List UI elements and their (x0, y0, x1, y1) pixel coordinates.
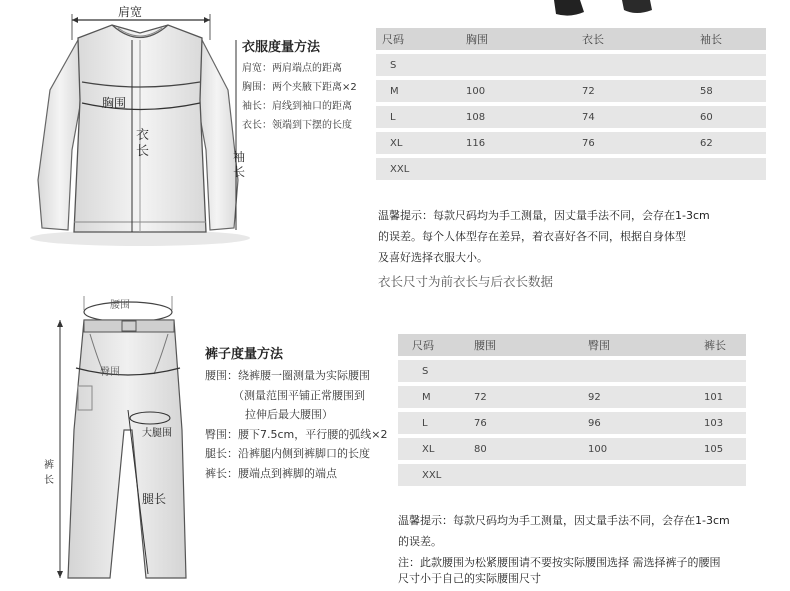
note-line: 温馨提示：每款尺码均为手工测量，因丈量手法不同，会存在1-3cm (398, 514, 730, 527)
sleeve-cell (700, 158, 766, 180)
chest-cell: 116 (466, 132, 582, 154)
shoe-image (540, 0, 680, 18)
length-cell: 103 (704, 412, 746, 434)
size-cell: M (376, 80, 466, 102)
waist-cell: 76 (474, 412, 588, 434)
size-cell: S (398, 360, 474, 382)
size-cell: XL (398, 438, 474, 460)
pants-method-line: 腿长：沿裤腿内侧到裤脚口的长度 (205, 447, 370, 460)
size-cell: XXL (376, 158, 466, 180)
pants-drawing (38, 290, 203, 590)
thigh-label: 大腿围 (142, 428, 172, 439)
header-cell: 袖长 (700, 28, 766, 50)
table-row (398, 360, 746, 382)
jacket-length-note: 衣长尺寸为前衣长与后衣长数据 (378, 274, 554, 289)
size-cell: L (376, 106, 466, 128)
table-header-row (398, 334, 746, 356)
inseam-label: 腿长 (142, 492, 167, 506)
sleeve-label: 袖长 (233, 150, 246, 179)
size-cell: XL (376, 132, 466, 154)
pants-method-title: 裤子度量方法 (205, 347, 284, 362)
note-line: 尺寸小于自己的实际腰围尺寸 (398, 572, 541, 585)
shoe-drawing (540, 0, 680, 18)
jacket-method-line: 袖长：肩线到袖口的距离 (242, 101, 352, 112)
sleeve-cell: 58 (700, 80, 766, 102)
size-cell: XXL (398, 464, 474, 486)
hip-cell (588, 360, 704, 382)
table-row (376, 80, 766, 102)
size-cell: L (398, 412, 474, 434)
header-cell: 尺码 (398, 334, 474, 356)
pants-final-note (398, 555, 721, 587)
pants-method-list (205, 366, 387, 483)
jacket-drawing (20, 0, 255, 250)
waist-label: 腰围 (110, 300, 130, 311)
pants-notes (398, 510, 730, 552)
jacket-illustration (20, 0, 255, 250)
jacket-method-line: 肩宽：两肩端点的距离 (242, 63, 342, 74)
header-cell: 臀围 (588, 334, 704, 356)
note-line: 的误差。 (398, 535, 442, 548)
pants-method-line: 裤长：腰端点到裤脚的端点 (205, 466, 337, 480)
chest-cell: 108 (466, 106, 582, 128)
pants-illustration (38, 290, 203, 590)
jacket-method-title: 衣服度量方法 (242, 40, 321, 55)
pants-length-label-top: 裤 (44, 460, 54, 471)
header-cell: 腰围 (474, 334, 588, 356)
hip-label: 臀围 (100, 367, 120, 378)
waist-cell (474, 360, 588, 382)
header-cell: 衣长 (582, 28, 700, 50)
table-row (398, 464, 746, 486)
length-cell (582, 158, 700, 180)
table-row (398, 386, 746, 408)
header-cell: 裤长 (704, 334, 746, 356)
size-cell: S (376, 54, 466, 76)
waist-cell (474, 464, 588, 486)
jacket-size-table (376, 24, 766, 184)
sleeve-cell: 60 (700, 106, 766, 128)
length-cell: 101 (704, 386, 746, 408)
header-cell: 尺码 (376, 28, 466, 50)
hip-cell (588, 464, 704, 486)
sleeve-cell: 62 (700, 132, 766, 154)
length-label: 衣长 (136, 128, 150, 159)
length-cell (704, 464, 746, 486)
sleeve-cell (700, 54, 766, 76)
hip-cell: 100 (588, 438, 704, 460)
jacket-method-list (242, 59, 357, 135)
note-line: 注：此款腰围为松紧腰围请不要按实际腰围选择 需选择裤子的腰围 (398, 556, 721, 569)
note-line: 的误差。每个人体型存在差异，着衣喜好各不同，根据自身体型 (378, 230, 686, 243)
note-line: 及喜好选择衣服大小。 (378, 251, 488, 264)
pants-method-line: 臀围：腰下7.5cm，平行腰的弧线×2 (205, 427, 388, 441)
chest-cell (466, 54, 582, 76)
hip-cell: 96 (588, 412, 704, 434)
length-cell: 72 (582, 80, 700, 102)
table-row (398, 438, 746, 460)
length-cell (582, 54, 700, 76)
table-row (398, 412, 746, 434)
table-header-row (376, 28, 766, 50)
length-cell: 105 (704, 438, 746, 460)
pants-method-line: 拉伸后最大腰围） (245, 408, 333, 421)
table-row (376, 106, 766, 128)
chest-cell: 100 (466, 80, 582, 102)
pants-size-table (398, 330, 746, 490)
length-cell: 76 (582, 132, 700, 154)
hip-cell: 92 (588, 386, 704, 408)
pants-method-line: 腰围：绕裤腰一圈测量为实际腰围 (205, 369, 370, 382)
note-line: 温馨提示：每款尺码均为手工测量，因丈量手法不同，会存在1-3cm (378, 209, 710, 222)
chest-label: 胸围 (102, 96, 127, 110)
table-row (376, 158, 766, 180)
pants-length-label-bottom: 长 (44, 475, 54, 486)
table-row (376, 132, 766, 154)
waist-cell: 72 (474, 386, 588, 408)
waist-cell: 80 (474, 438, 588, 460)
shoulder-label: 肩宽 (118, 5, 143, 19)
jacket-notes (378, 205, 710, 268)
length-cell (704, 360, 746, 382)
table-row (376, 54, 766, 76)
size-cell: M (398, 386, 474, 408)
pants-method-line: （测量范围平铺正常腰围到 (233, 388, 365, 402)
chest-cell (466, 158, 582, 180)
jacket-method-line: 衣长：领端到下摆的长度 (242, 120, 352, 131)
header-cell: 胸围 (466, 28, 582, 50)
length-cell: 74 (582, 106, 700, 128)
jacket-method-line: 胸围：两个夹腋下距离×2 (242, 82, 357, 93)
